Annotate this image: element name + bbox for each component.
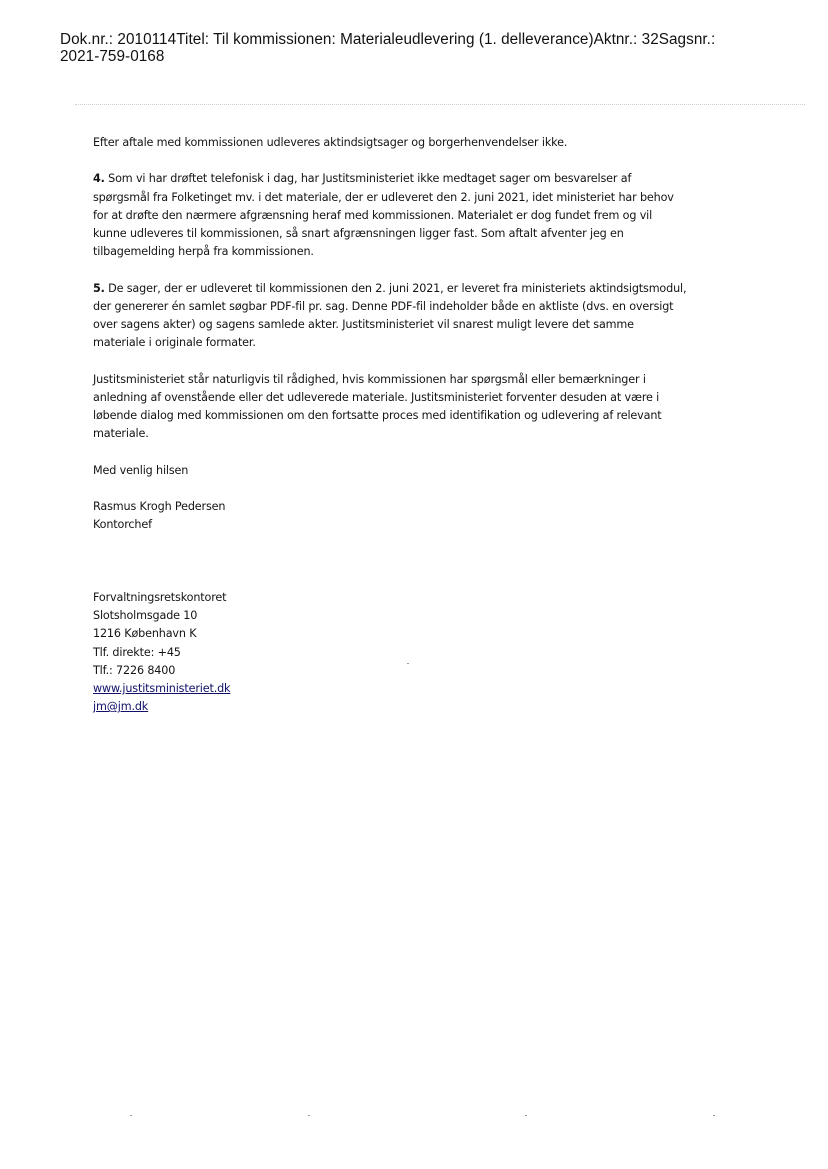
closing-paragraph [93,371,773,444]
scan-speck [407,663,409,664]
section-4-line: 4. Som vi har drøftet telefonisk i dag, har Justitsministeriet ikke medtaget sager om besvarelser af [93,172,632,186]
closing-line: materiale. [93,427,149,441]
scan-speck [713,1115,715,1116]
street-address: Slotsholmsgade 10 [93,609,198,623]
signer-role: Kontorchef [93,518,152,532]
section-5-line: materiale i originale formater. [93,336,256,350]
website-link[interactable]: www.justitsministeriet.dk [93,682,231,695]
section-5-line: der genererer én samlet søgbar PDF-fil pr. sag. Denne PDF-fil indeholder både en aktliste (dvs. en oversigt [93,299,674,313]
doc-title: Titel: Til kommissionen: Materialeudlevering (1. delleverance) [176,31,594,48]
akt-number: Aktnr.: 32 [593,31,659,48]
intro-paragraph: Efter aftale med kommissionen udleveres aktindsigtsager og borgerhenvendelser ikke. [93,136,568,149]
closing-line: Justitsministeriet står naturligvis til rådighed, hvis kommissionen har spørgsmål eller bemærkninger i [93,372,646,386]
section-4-line: spørgsmål fra Folketinget mv. i det materiale, der er udleveret den 2. juni 2021, idet ministeriet har behov [93,190,674,204]
greeting: Med venlig hilsen [93,463,189,477]
signature-block [93,498,773,534]
email-link[interactable]: jm@jm.dk [93,700,149,714]
section-5-line: over sagens akter) og sagens samlede akter. Justitsministeriet vil snarest muligt levere det samme [93,318,634,331]
scan-speck [525,1115,527,1116]
section-4-line: for at drøfte den nærmere afgrænsning heraf med kommissionen. Materialet er dog fundet frem og vil [93,208,653,222]
section-4-line: kunne udleveres til kommissionen, så snart afgrænsningen ligger fast. Som aftalt afventer jeg en [93,227,624,240]
section-4-line: tilbagemelding herpå fra kommissionen. [93,245,314,259]
section-4-paragraph [93,170,773,261]
section-5-paragraph [93,280,773,353]
section-5-number: 5. [93,281,105,295]
direct-phone: Tlf. direkte: +45 [93,645,181,659]
scan-speck [308,1115,310,1116]
scan-artifact-line [75,104,805,105]
city-address: 1216 København K [93,627,197,641]
sags-number: 2021-759-0168 [60,48,165,65]
document-header [60,31,800,65]
letter-body [93,134,773,735]
signer-name: Rasmus Krogh Pedersen [93,499,226,513]
contact-block [93,589,773,716]
scan-speck [130,1115,132,1116]
section-5-line: 5. De sager, der er udleveret til kommissionen den 2. juni 2021, er leveret fra ministeriets aktindsigtsmodul, [93,281,687,295]
closing-line: løbende dialog med kommissionen om den fortsatte proces med identifikation og udlevering af relevant [93,409,662,422]
header-line-1 [60,31,800,48]
section-4-number: 4. [93,172,105,186]
doc-number: Dok.nr.: 2010114 [60,31,177,48]
office-name: Forvaltningsretskontoret [93,590,227,604]
main-phone: Tlf.: 7226 8400 [93,663,176,677]
closing-line: anledning af ovenstående eller det udleverede materiale. Justitsministeriet forventer desuden at være i [93,390,660,404]
sags-label: Sagsnr.: [658,31,716,48]
